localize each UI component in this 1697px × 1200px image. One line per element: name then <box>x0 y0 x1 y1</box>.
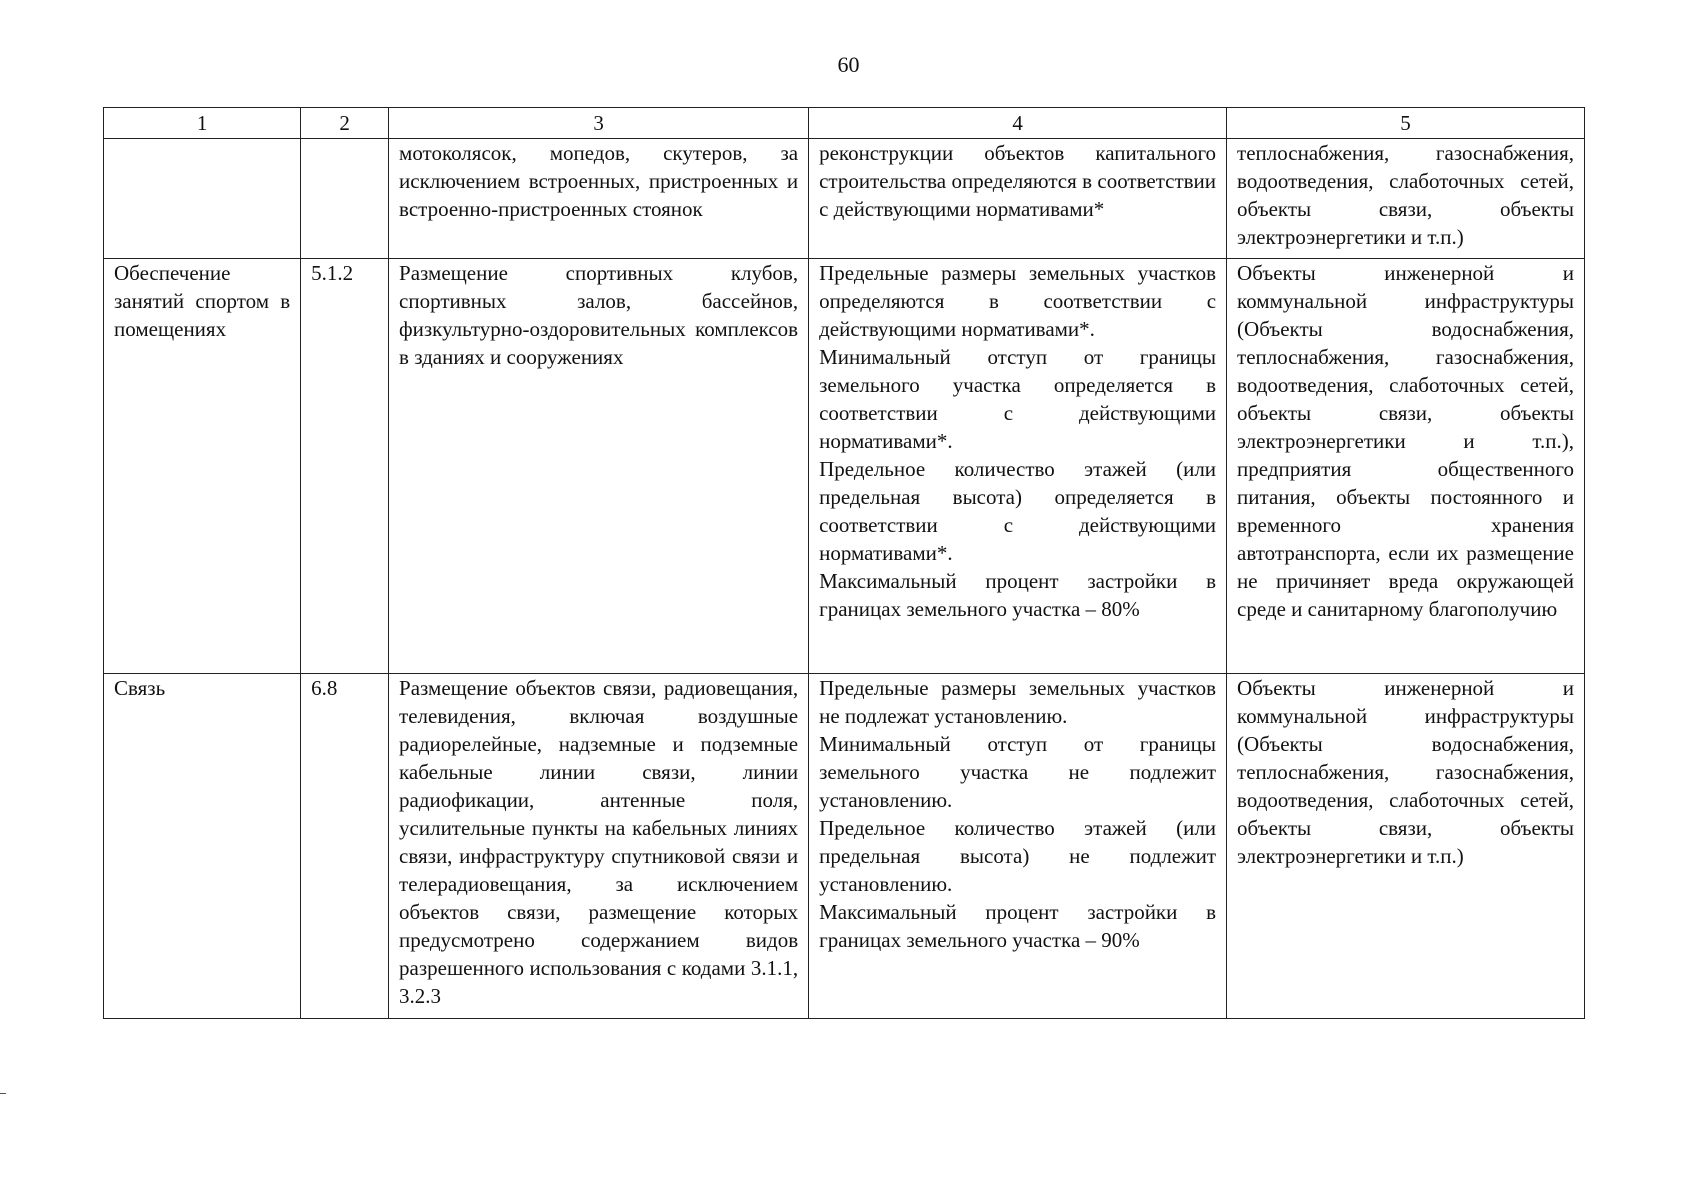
use-code-cell: 5.1.2 <box>301 259 389 674</box>
use-code-cell <box>301 139 389 259</box>
use-name-cell: Обеспечение занятий спортом в помещениях <box>104 259 301 674</box>
parameter-text: Максимальный процент застройки в границах земельного участка – 80% <box>819 569 1217 621</box>
auxiliary-objects-cell: Объекты инженерной и коммунальной инфраструктуры (Объекты водоснабжения, теплоснабжения, газоснабжения, водоотведения, слаботочных сетей, объекты связи, объекты электроэнергетики и т.п.) <box>1227 674 1585 1019</box>
use-description-cell: Размещение объектов связи, радиовещания, телевидения, включая воздушные радиорелейные, надземные и подземные кабельные линии связи, линии радиофикации, антенные поля, усилительные пункты на кабельных линиях связи, инфраструктуру спутниковой связи и телерадиовещания, за исключением объектов связи, размещение которых предусмотрено содержанием видов разрешенного использования с кодами 3.1.1, 3.2.3 <box>389 674 809 1019</box>
parameters-cell <box>809 674 1227 1019</box>
scan-edge-mark <box>0 1093 6 1094</box>
parameter-text: Предельные размеры земельных участков определяются в соответствии с действующими нормативами*. <box>819 261 1217 341</box>
use-name-cell: Связь <box>104 674 301 1019</box>
land-use-table <box>103 107 1585 1019</box>
parameters-cell <box>809 139 1227 259</box>
page-number: 60 <box>837 52 860 77</box>
column-header-2: 2 <box>301 108 389 139</box>
auxiliary-objects-cell: Объекты инженерной и коммунальной инфраструктуры (Объекты водоснабжения, теплоснабжения, газоснабжения, водоотведения, слаботочных сетей, объекты связи, объекты электроэнергетики и т.п.), предприятия общественного питания, объекты постоянного и временного хранения автотранспорта, если их размещение не причиняет вреда окружающей среде и санитарному благополучию <box>1227 259 1585 674</box>
parameter-text: Минимальный отступ от границы земельного участка не подлежит установлению. <box>819 732 1217 812</box>
parameter-text: Предельное количество этажей (или предельная высота) не подлежит установлению. <box>819 816 1217 896</box>
column-header-5: 5 <box>1227 108 1585 139</box>
table-row <box>104 139 1585 259</box>
use-description-cell: Размещение спортивных клубов, спортивных залов, бассейнов, физкультурно-оздоровительных комплексов в зданиях и сооружениях <box>389 259 809 674</box>
parameter-text: Предельные размеры земельных участков не подлежат установлению. <box>819 676 1217 728</box>
use-code-cell: 6.8 <box>301 674 389 1019</box>
table-header-row <box>104 108 1585 139</box>
table-row <box>104 674 1585 1019</box>
parameter-text: Максимальный процент застройки в границах земельного участка – 90% <box>819 900 1217 952</box>
table-row <box>104 259 1585 674</box>
parameter-text: Минимальный отступ от границы земельного участка определяется в соответствии с действующими нормативами*. <box>819 345 1217 453</box>
auxiliary-objects-cell: теплоснабжения, газоснабжения, водоотведения, слаботочных сетей, объекты связи, объекты электроэнергетики и т.п.) <box>1227 139 1585 259</box>
parameters-cell <box>809 259 1227 674</box>
parameter-text: Предельное количество этажей (или предельная высота) определяется в соответствии с действующими нормативами*. <box>819 457 1217 565</box>
column-header-1: 1 <box>104 108 301 139</box>
column-header-3: 3 <box>389 108 809 139</box>
parameter-text: реконструкции объектов капитального строительства определяются в соответствии с действующими нормативами* <box>819 141 1217 221</box>
use-description-cell: мотоколясок, мопедов, скутеров, за исключением встроенных, пристроенных и встроенно-пристроенных стоянок <box>389 139 809 259</box>
column-header-4: 4 <box>809 108 1227 139</box>
use-name-cell <box>104 139 301 259</box>
